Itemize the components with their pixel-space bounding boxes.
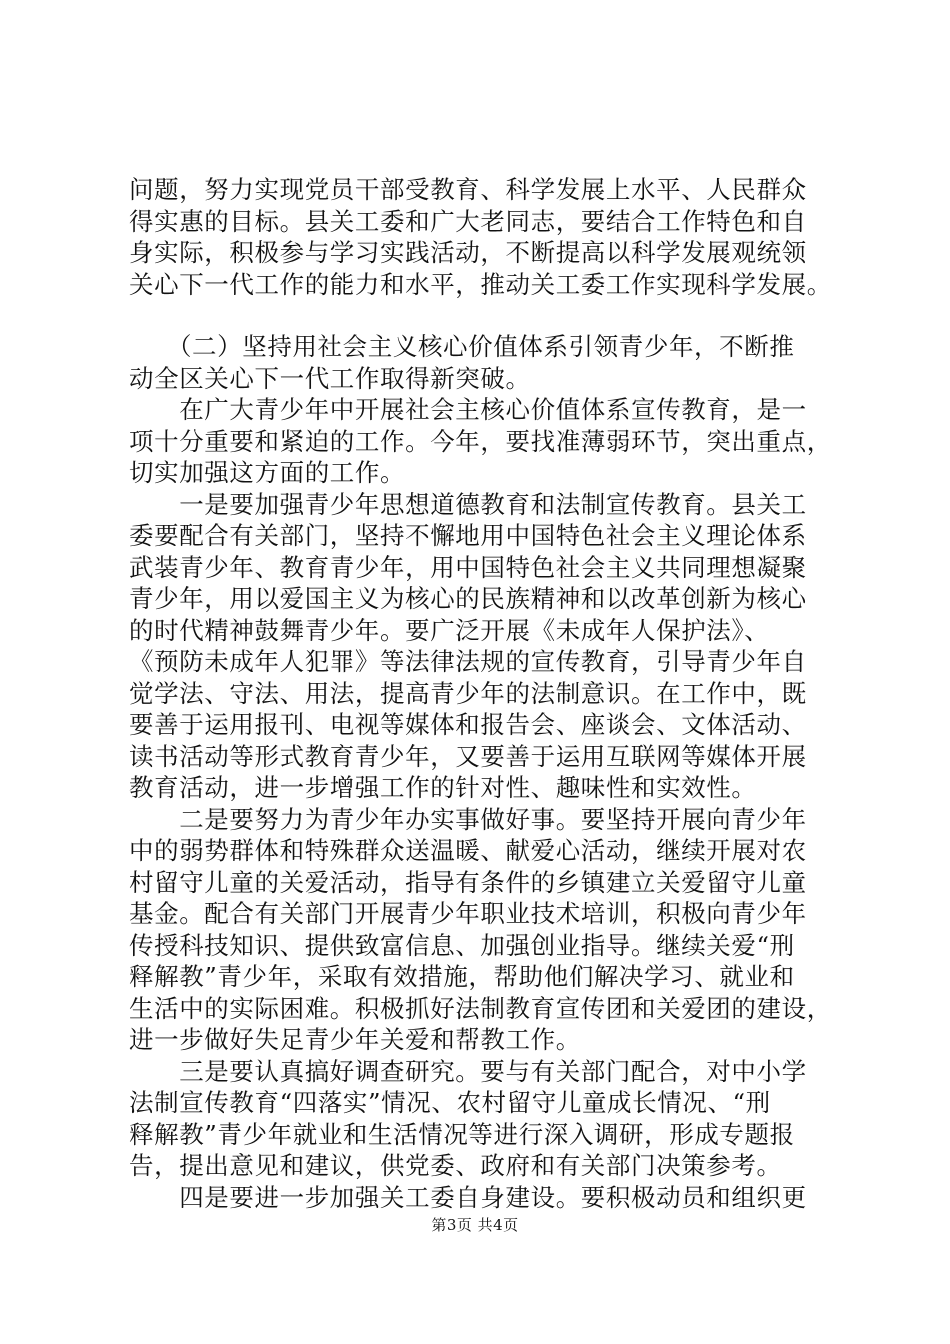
text-line: 传授科技知识、提供致富信息、加强创业指导。继续关爱“刑 <box>129 930 795 960</box>
text-line: 青少年，用以爱国主义为核心的民族精神和以改革创新为核心 <box>129 584 807 613</box>
paragraph-block-1 <box>129 174 832 300</box>
text-line: 释解教”青少年就业和生活情况等进行深入调研，形成专题报 <box>129 1119 795 1149</box>
text-line: 切实加强这方面的工作。 <box>129 458 406 487</box>
text-line: 法制宣传教育“四落实”情况、农村留守儿童成长情况、“刑 <box>129 1088 771 1117</box>
text-line: 三是要认真搞好调查研究。要与有关部门配合，对中小学 <box>129 1056 807 1086</box>
text-line: 释解教”青少年，采取有效措施，帮助他们解决学习、就业和 <box>129 962 795 991</box>
text-line: 进一步做好失足青少年关爱和帮教工作。 <box>129 1025 581 1054</box>
section-heading-line: （二）坚持用社会主义核心价值体系引领青少年，不断推 <box>129 332 795 361</box>
page-footer <box>0 1214 950 1235</box>
text-line: 身实际，积极参与学习实践活动，不断提高以科学发展观统领 <box>129 238 807 267</box>
text-line: 《预防未成年人犯罪》等法律法规的宣传教育，引导青少年自 <box>129 647 807 676</box>
text-line: 武装青少年、教育青少年，用中国特色社会主义共同理想凝聚 <box>129 552 807 582</box>
text-line: 要善于运用报刊、电视等媒体和报告会、座谈会、文体活动、 <box>129 710 807 739</box>
text-line: 的时代精神鼓舞青少年。要广泛开展《未成年人保护法》、 <box>129 615 770 645</box>
text-line: 读书活动等形式教育青少年，又要善于运用互联网等媒体开展 <box>129 741 807 771</box>
text-line: 生活中的实际困难。积极抓好法制教育宣传团和关爱团的建设， <box>129 993 832 1023</box>
page-number-label: 第3页 共4页 <box>431 1216 519 1234</box>
text-line: 得实惠的目标。县关工委和广大老同志，要结合工作特色和自 <box>129 206 807 236</box>
text-line: 基金。配合有关部门开展青少年职业技术培训，积极向青少年 <box>129 899 807 928</box>
text-line: 教育活动，进一步增强工作的针对性、趣味性和实效性。 <box>129 773 757 802</box>
text-line: 关心下一代工作的能力和水平，推动关工委工作实现科学发展。 <box>129 269 832 299</box>
paragraph-block-2 <box>129 331 832 1213</box>
text-line: 四是要进一步加强关工委自身建设。要积极动员和组织更 <box>129 1182 807 1212</box>
text-line: 二是要努力为青少年办实事做好事。要坚持开展向青少年 <box>129 804 807 834</box>
text-line: 觉学法、守法、用法，提高青少年的法制意识。在工作中，既 <box>129 678 807 708</box>
section-heading-line: 动全区关心下一代工作取得新突破。 <box>129 363 531 393</box>
text-line: 告，提出意见和建议，供党委、政府和有关部门决策参考。 <box>129 1151 782 1180</box>
text-line: 委要配合有关部门，坚持不懈地用中国特色社会主义理论体系 <box>129 521 807 550</box>
text-line: 问题，努力实现党员干部受教育、科学发展上水平、人民群众 <box>129 175 807 204</box>
text-line: 中的弱势群体和特殊群众送温暖、献爱心活动，继续开展对农 <box>129 836 807 865</box>
document-body <box>129 174 832 1213</box>
text-line: 项十分重要和紧迫的工作。今年，要找准薄弱环节，突出重点， <box>129 426 832 456</box>
text-line: 一是要加强青少年思想道德教育和法制宣传教育。县关工 <box>129 489 807 519</box>
text-line: 村留守儿童的关爱活动，指导有条件的乡镇建立关爱留守儿童 <box>129 867 807 897</box>
paragraph-gap <box>129 300 829 331</box>
text-line: 在广大青少年中开展社会主核心价值体系宣传教育，是一 <box>129 395 807 424</box>
